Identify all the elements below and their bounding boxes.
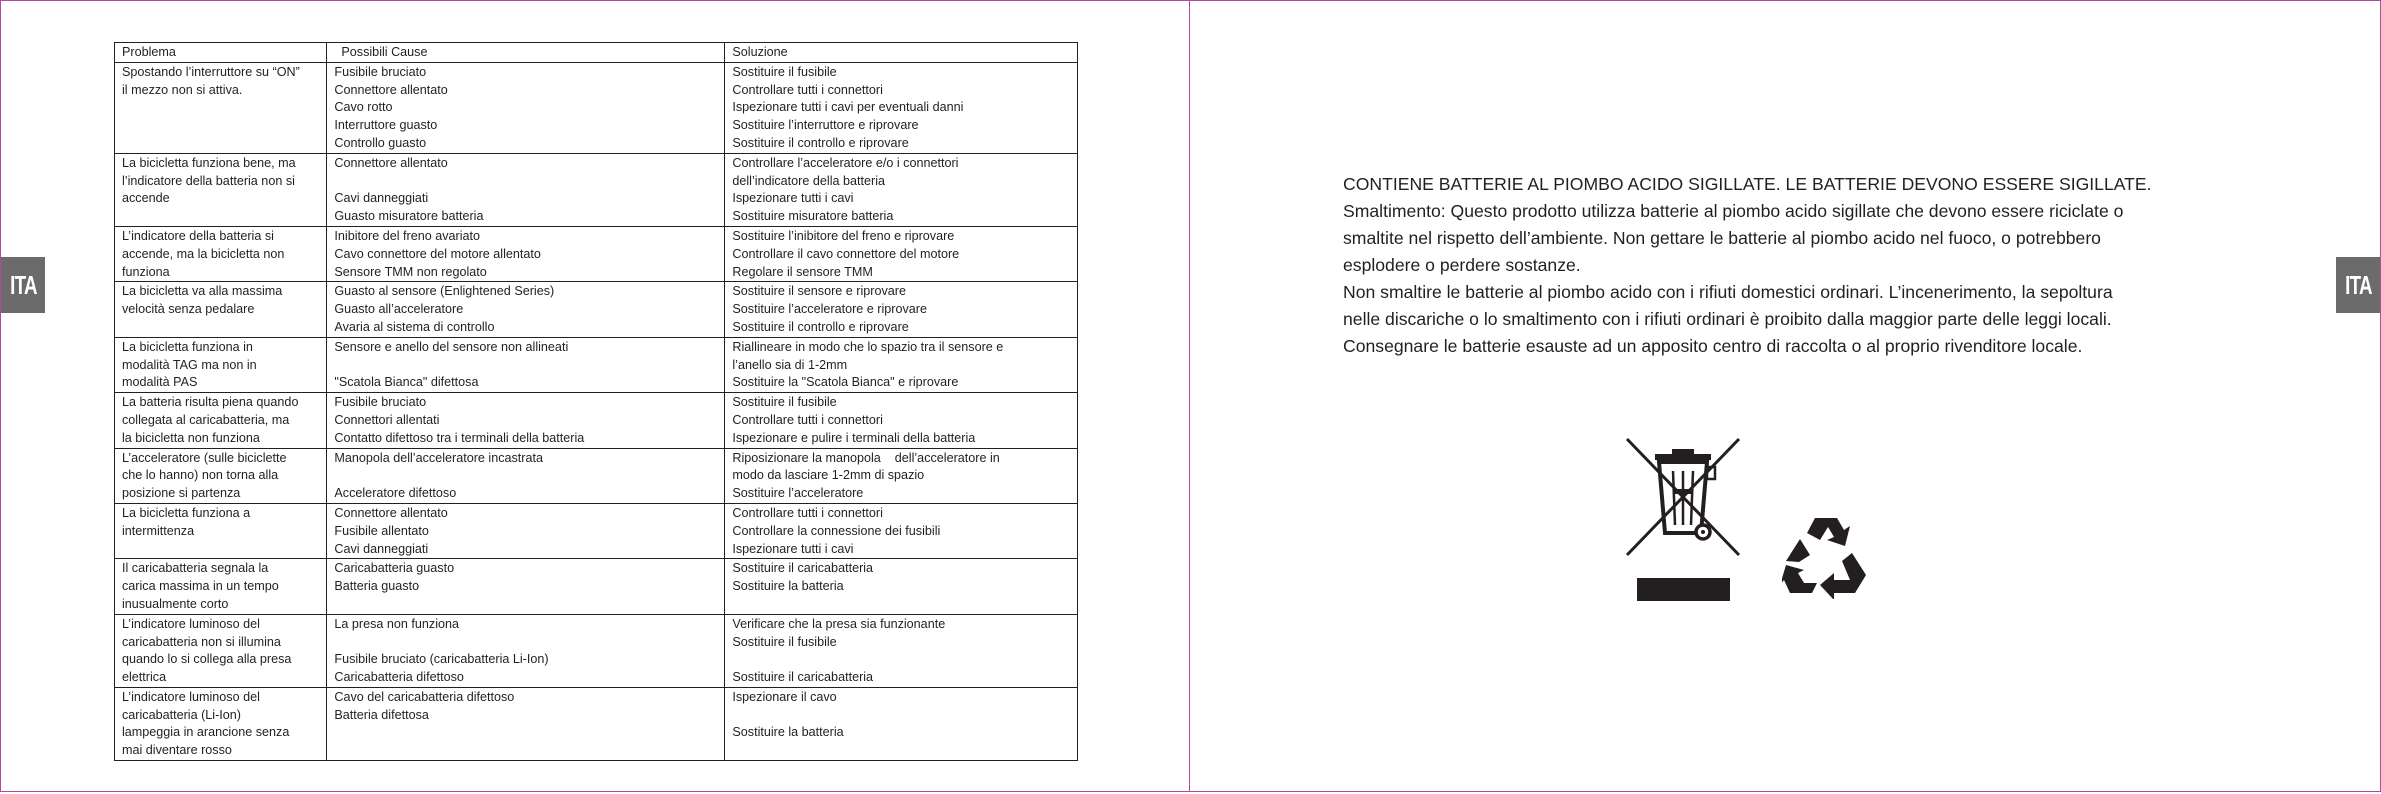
cell-line: che lo hanno) non torna alla (122, 468, 279, 483)
cell-line: caricabatteria (Li-Ion) (122, 707, 241, 722)
table-body (115, 62, 1078, 760)
table-row (115, 153, 1078, 226)
cell-line: Ispezionare tutti i cavi (732, 541, 854, 556)
table-row (115, 393, 1078, 448)
cell-line: Fusibile bruciato (334, 395, 427, 410)
cell-line: Riposizionare la manopola dell’acceleratore in (732, 450, 1000, 465)
solution-cell (725, 448, 1078, 503)
table-row (115, 687, 1078, 760)
cell-line: Caricabatteria difettoso (334, 670, 464, 685)
problem-cell (115, 226, 327, 281)
cell-line: Connettori allentati (334, 412, 440, 427)
battery-notice (1343, 171, 2243, 360)
cell-line (334, 357, 717, 375)
cell-line: La batteria risulta piena quando (122, 395, 299, 410)
causes-cell (327, 226, 725, 281)
cell-line: Il caricabatteria segnala la (122, 561, 269, 576)
cell-line: Batteria difettosa (334, 707, 429, 722)
causes-cell (327, 337, 725, 392)
cell-line: Fusibile bruciato (caricabatteria Li-Ion) (334, 652, 549, 667)
cell-line: "Scatola Bianca" difettosa (334, 375, 479, 390)
cell-line: Controllare la connessione dei fusibili (732, 523, 941, 538)
cell-line: Sostituire il sensore e riprovare (732, 284, 906, 299)
causes-cell (327, 687, 725, 760)
cell-line: modo da lasciare 1-2mm di spazio (732, 468, 925, 483)
table-row (115, 337, 1078, 392)
cell-line: Cavo connettore del motore allentato (334, 246, 541, 261)
cell-line: Manopola dell’acceleratore incastrata (334, 450, 544, 465)
causes-cell (327, 448, 725, 503)
cell-line: L’indicatore della batteria si (122, 228, 274, 243)
cell-line: Controllare tutti i connettori (732, 412, 883, 427)
cell-line: Sostituire la batteria (732, 579, 844, 594)
cell-line: L’acceleratore (sulle biciclette (122, 450, 287, 465)
cell-line: Caricabatteria guasto (334, 561, 455, 576)
cell-line: Ispezionare il cavo (732, 689, 837, 704)
cell-line: Fusibile bruciato (334, 64, 427, 79)
cell-line: Connettore allentato (334, 155, 448, 170)
cell-line: Sostituire il caricabatteria (732, 561, 874, 576)
cell-line: Sostituire l’acceleratore (732, 486, 864, 501)
problem-cell (115, 153, 327, 226)
table-header-row (115, 43, 1078, 63)
table-row (115, 226, 1078, 281)
cell-line: Inibitore del freno avariato (334, 228, 481, 243)
cell-line: Sostituire la batteria (732, 725, 844, 740)
recycling-arrows-icon (1782, 515, 1872, 599)
causes-cell (327, 153, 725, 226)
cell-line: Connettore allentato (334, 82, 448, 97)
cell-line: Spostando l’interruttore su “ON” (122, 64, 300, 79)
cell-line: Cavo rotto (334, 100, 393, 115)
cell-line: elettrica (122, 670, 167, 685)
causes-cell (327, 62, 725, 153)
header-solution (725, 43, 1078, 63)
language-tab-label: ITA (9, 269, 37, 300)
language-tab-label: ITA (2344, 269, 2372, 300)
cell-line: Sostituire il fusibile (732, 395, 837, 410)
table-row (115, 503, 1078, 558)
notice-line: Non smaltire le batterie al piombo acido con i rifiuti domestici ordinari. L’incenerimento, la sepoltura (1343, 282, 2113, 302)
header-label: Possibili Cause (334, 45, 428, 59)
solution-cell (725, 226, 1078, 281)
table-row (115, 559, 1078, 614)
cell-line: Connettore allentato (334, 505, 448, 520)
cell-line: Batteria guasto (334, 579, 420, 594)
notice-heading: CONTIENE BATTERIE AL PIOMBO ACIDO SIGILLATE. LE BATTERIE DEVONO ESSERE SIGILLATE. (1343, 174, 2152, 194)
problem-cell (115, 337, 327, 392)
cell-line (334, 467, 717, 485)
cell-line: Guasto misuratore batteria (334, 209, 484, 224)
cell-line (732, 651, 1070, 669)
cell-line: Controllo guasto (334, 135, 427, 150)
problem-cell (115, 503, 327, 558)
cell-line: Acceleratore difettoso (334, 486, 457, 501)
problem-cell (115, 687, 327, 760)
cell-line: Sensore TMM non regolato (334, 264, 487, 279)
notice-line: nelle discariche o lo smaltimento con i rifiuti ordinari è proibito dalla maggior parte delle leggi locali. (1343, 309, 2112, 329)
header-causes (327, 43, 725, 63)
cell-line: mai diventare rosso (122, 743, 232, 758)
notice-line: esplodere o perdere sostanze. (1343, 255, 1581, 275)
cell-line: Regolare il sensore TMM (732, 264, 873, 279)
cell-line: inusualmente corto (122, 596, 229, 611)
cell-line: Ispezionare e pulire i terminali della batteria (732, 430, 976, 445)
cell-line: Ispezionare tutti i cavi (732, 191, 854, 206)
cell-line: modalità PAS (122, 375, 198, 390)
cell-line: Sostituire il controllo e riprovare (732, 319, 909, 334)
causes-cell (327, 614, 725, 687)
cell-line: La presa non funziona (334, 616, 460, 631)
problem-cell (115, 614, 327, 687)
cell-line: L’indicatore luminoso del (122, 689, 260, 704)
crossed-out-wheelie-bin-icon (1625, 437, 1743, 602)
cell-line: Controllare tutti i connettori (732, 505, 883, 520)
header-label: Soluzione (732, 45, 788, 59)
cell-line: l’indicatore della batteria non si (122, 173, 295, 188)
table-row (115, 614, 1078, 687)
cell-line: velocità senza pedalare (122, 302, 255, 317)
cell-line: caricabatteria non si illumina (122, 634, 281, 649)
cell-line: Avaria al sistema di controllo (334, 319, 495, 334)
cell-line: intermittenza (122, 523, 195, 538)
problem-cell (115, 62, 327, 153)
cell-line: la bicicletta non funziona (122, 430, 260, 445)
cell-line: Guasto al sensore (Enlightened Series) (334, 284, 555, 299)
header-label: Problema (122, 45, 176, 59)
cell-line: Riallineare in modo che lo spazio tra il sensore e (732, 339, 1004, 354)
notice-line: Smaltimento: Questo prodotto utilizza batterie al piombo acido sigillate che devono essere riciclate o (1343, 201, 2124, 221)
table-row (115, 62, 1078, 153)
cell-line: dell’indicatore della batteria (732, 173, 885, 188)
cell-line: quando lo si collega alla presa (122, 652, 292, 667)
causes-cell (327, 393, 725, 448)
cell-line: modalità TAG ma non in (122, 357, 257, 372)
cell-line: Cavi danneggiati (334, 541, 429, 556)
cell-line: lampeggia in arancione senza (122, 725, 290, 740)
cell-line: La bicicletta funziona bene, ma (122, 155, 296, 170)
cell-line: Sensore e anello del sensore non allineati (334, 339, 569, 354)
cell-line: La bicicletta funziona in (122, 339, 253, 354)
cell-line: La bicicletta va alla massima (122, 284, 283, 299)
troubleshooting-table (114, 42, 1078, 761)
cell-line: Interruttore guasto (334, 118, 438, 133)
causes-cell (327, 559, 725, 614)
left-page (0, 0, 1190, 792)
cell-line: Sostituire l’acceleratore e riprovare (732, 302, 927, 317)
problem-cell (115, 282, 327, 337)
cell-line: Sostituire il caricabatteria (732, 670, 874, 685)
solution-cell (725, 282, 1078, 337)
cell-line: Sostituire l’interruttore e riprovare (732, 118, 919, 133)
cell-line (732, 707, 1070, 725)
cell-line: funziona (122, 264, 170, 279)
cell-line: Fusibile allentato (334, 523, 429, 538)
causes-cell (327, 503, 725, 558)
problem-cell (115, 559, 327, 614)
problem-cell (115, 448, 327, 503)
cell-line: accende, ma la bicicletta non (122, 246, 285, 261)
cell-line: Sostituire misuratore batteria (732, 209, 894, 224)
cell-line: Ispezionare tutti i cavi per eventuali danni (732, 100, 964, 115)
notice-line: Consegnare le batterie esauste ad un apposito centro di raccolta o al proprio rivenditore locale. (1343, 336, 2083, 356)
cell-line: Sostituire il fusibile (732, 634, 837, 649)
cell-line: carica massima in un tempo (122, 579, 279, 594)
notice-line: smaltite nel rispetto dell’ambiente. Non gettare le batterie al piombo acido nel fuoco, o potrebbero (1343, 228, 2101, 248)
table-row (115, 282, 1078, 337)
cell-line: l’anello sia di 1-2mm (732, 357, 848, 372)
cell-line (334, 173, 717, 191)
solution-cell (725, 614, 1078, 687)
cell-line: il mezzo non si attiva. (122, 82, 243, 97)
table-row (115, 448, 1078, 503)
solution-cell (725, 559, 1078, 614)
causes-cell (327, 282, 725, 337)
cell-line: accende (122, 191, 170, 206)
solution-cell (725, 687, 1078, 760)
solution-cell (725, 153, 1078, 226)
header-problem (115, 43, 327, 63)
cell-line: Verificare che la presa sia funzionante (732, 616, 946, 631)
cell-line: collegata al caricabatteria, ma (122, 412, 290, 427)
cell-line: L’indicatore luminoso del (122, 616, 260, 631)
solution-cell (725, 503, 1078, 558)
solution-cell (725, 393, 1078, 448)
cell-line: Sostituire il controllo e riprovare (732, 135, 909, 150)
cell-line: posizione si partenza (122, 486, 241, 501)
problem-cell (115, 393, 327, 448)
cell-line: Cavi danneggiati (334, 191, 429, 206)
cell-line: Sostituire il fusibile (732, 64, 837, 79)
cell-line: La bicicletta funziona a (122, 505, 251, 520)
language-tab-left (1, 257, 45, 313)
cell-line: Contatto difettoso tra i terminali della batteria (334, 430, 585, 445)
solution-cell (725, 62, 1078, 153)
right-page (1189, 0, 2381, 792)
cell-line (334, 634, 717, 652)
cell-line: Sostituire l’inibitore del freno e riprovare (732, 228, 955, 243)
cell-line: Guasto all’acceleratore (334, 302, 464, 317)
cell-line: Sostituire la "Scatola Bianca" e riprovare (732, 375, 959, 390)
cell-line: Controllare l’acceleratore e/o i connettori (732, 155, 959, 170)
cell-line: Controllare il cavo connettore del motore (732, 246, 960, 261)
cell-line: Controllare tutti i connettori (732, 82, 883, 97)
cell-line: Cavo del caricabatteria difettoso (334, 689, 515, 704)
solution-cell (725, 337, 1078, 392)
language-tab-right (2336, 257, 2380, 313)
